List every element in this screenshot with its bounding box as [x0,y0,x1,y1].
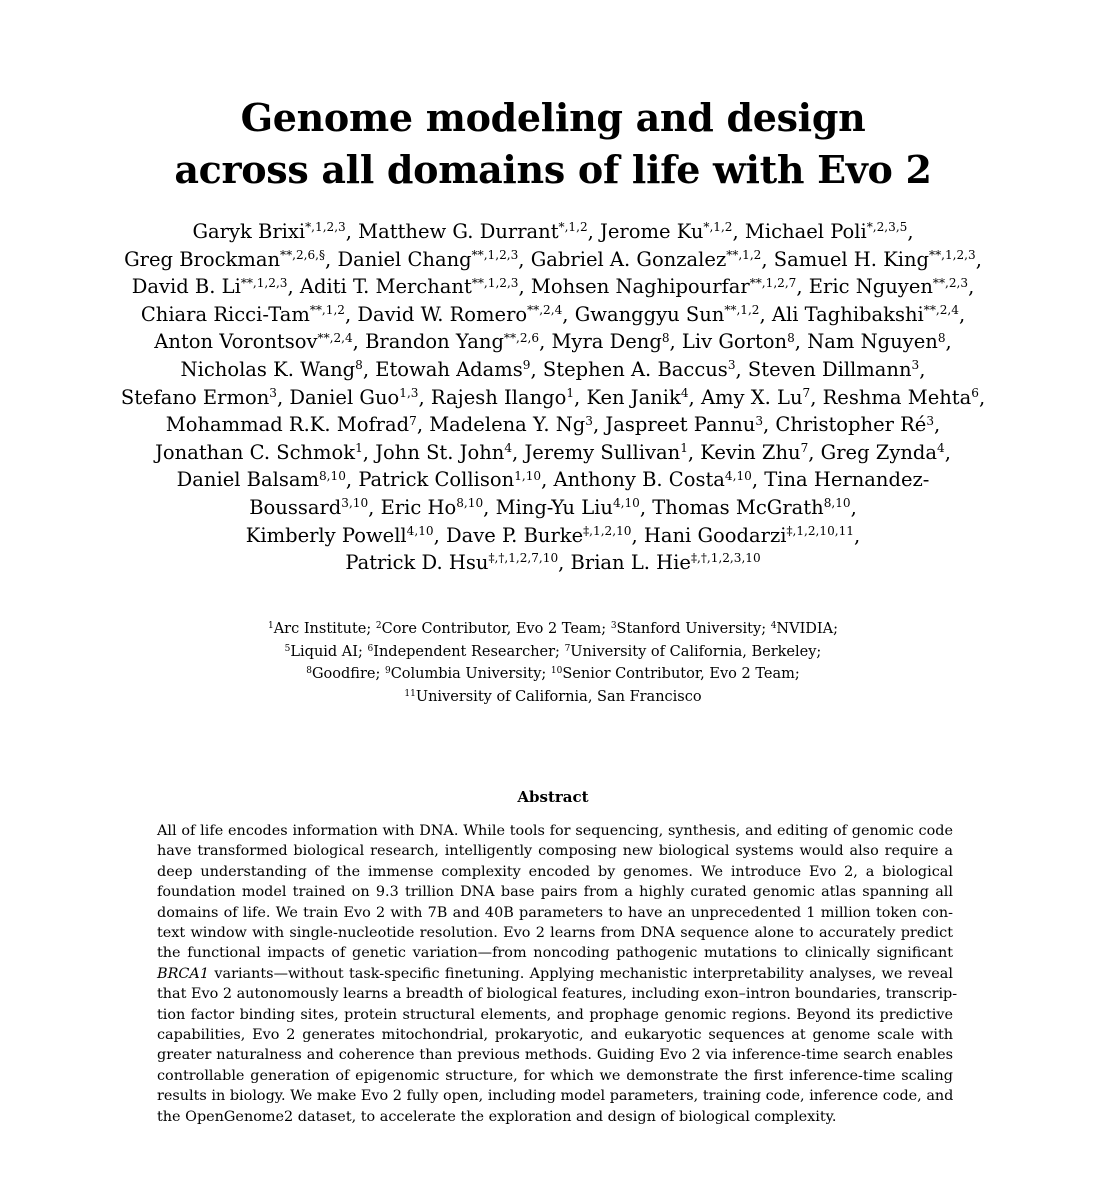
author-name: Chiara Ricci-Tam [140,302,310,326]
author-affiliation-marks: 3 [269,385,277,400]
author-name: Tina Hernandez- [764,468,930,492]
abstract-line [157,903,953,923]
affiliation-text: Stanford University; [616,621,771,637]
author-affiliation-marks: 8 [661,330,670,345]
author-name: Ming-Yu Liu [495,495,613,519]
author-name: Amy X. Lu [700,385,803,409]
author-affiliation-marks: 4 [937,441,945,456]
affiliation-list [0,618,1106,708]
author-line [0,273,1106,301]
author-line [0,494,1106,522]
author-name: Rajesh Ilango [430,385,567,409]
affiliation-line [0,641,1106,664]
author-separator: , [562,302,575,326]
author-name: Nam Nguyen [807,330,938,354]
author-affiliation-marks: *,1,2,3 [305,220,346,235]
author-separator: , [796,275,809,299]
author-name: Hani Goodarzi [643,523,787,547]
author-affiliation-marks: ‡,1,2,10 [583,523,632,538]
author-separator: , [850,495,857,519]
affiliation-number: 6 [367,643,374,654]
author-separator: , [810,385,823,409]
author-line [0,356,1106,384]
author-separator: , [362,357,376,381]
author-separator: , [968,275,975,299]
author-affiliation-marks: **,2,4 [923,303,959,318]
author-line [0,439,1106,467]
author-name: John St. John [375,440,505,464]
author-name: Ken Janik [586,385,681,409]
abstract-line-text: capabilities, Evo 2 generates mitochondrial, prokaryotic, and eukaryotic sequences at genome scale with [157,1027,953,1044]
affiliation-number: 8 [306,666,312,677]
author-name: Daniel Guo [289,385,400,409]
abstract-line [157,1086,953,1106]
author-affiliation-marks: **,1,2,7 [749,275,797,290]
author-name: Reshma Mehta [822,385,972,409]
author-separator: , [934,413,941,437]
author-affiliation-marks: ‡,†,1,2,7,10 [488,551,559,566]
author-affiliation-marks: ‡,†,1,2,3,10 [690,551,761,566]
affiliation-number: 10 [550,666,563,677]
author-line [0,328,1106,356]
author-name: Garyk Brixi [192,220,306,243]
author-affiliation-marks: **,2,6 [503,330,540,345]
author-separator: , [483,495,496,519]
affiliation-number: 7 [564,643,571,654]
abstract-line-text: deep understanding of the immense complexity encoded by genomes. We introduce Evo 2, a biological [157,863,953,880]
author-line [0,218,1106,246]
author-affiliation-marks: 1 [566,385,575,400]
author-affiliation-marks: 3 [926,413,935,428]
author-affiliation-marks: **,2,4 [317,330,353,345]
affiliation-number: 5 [284,643,291,654]
author-line [0,466,1106,494]
author-separator: , [794,330,808,354]
author-name: David W. Romero [357,302,528,326]
author-name: Anthony B. Costa [553,468,725,492]
author-name: Anton Vorontsov [154,330,318,354]
abstract-line [157,882,953,902]
author-separator: , [687,440,701,464]
abstract-line-text: foundation model trained on 9.3 trillion DNA base pairs from a highly curated genomic atlas spanning all [157,884,953,901]
author-affiliation-marks: **,2,4 [527,303,563,318]
author-separator: , [276,385,290,409]
author-affiliation-marks: 8,10 [319,468,346,483]
author-name: Etowah Adams [375,357,523,381]
abstract-line [157,862,953,882]
author-separator: , [732,220,745,243]
author-separator: , [558,551,571,575]
author-name: Mohammad R.K. Mofrad [165,413,410,437]
author-affiliation-marks: **,1,2,3 [471,247,519,262]
affiliation-text: Liquid AI; [290,643,368,660]
author-affiliation-marks: **,2,3 [932,275,969,290]
author-affiliation-marks: **,1,2,3 [240,275,288,290]
author-separator: , [759,302,772,326]
title-line: across all domains of life with Evo 2 [174,147,932,192]
author-name: Patrick D. Hsu [345,551,489,575]
author-affiliation-marks: *,2,3,5 [866,220,908,235]
abstract-line [157,964,953,984]
author-separator: , [574,385,587,409]
author-separator: , [978,385,986,409]
author-separator: , [345,220,359,243]
abstract-line-text: text window with single-nucleotide resolution. Evo 2 learns from DNA sequence alone to accurately predict [157,925,953,942]
abstract-line [157,943,953,963]
affiliation-number: 9 [384,666,391,677]
author-name: Stephen A. Baccus [542,357,728,381]
author-name: Daniel Balsam [176,468,319,492]
author-affiliation-marks: 6 [971,385,979,400]
author-name: Nicholas K. Wang [180,357,356,381]
abstract-line [157,841,953,861]
author-name: Eric Ho [380,495,457,519]
abstract-line-text: the OpenGenome2 dataset, to accelerate the exploration and design of biological complexity. [157,1108,837,1125]
author-name: Madelena Y. Ng [429,413,586,437]
author-affiliation-marks: 8,10 [456,496,484,511]
author-separator: , [368,495,381,519]
abstract-line [157,984,958,1004]
author-separator: , [975,247,982,271]
affiliation-text: Goodfire; [311,666,385,682]
affiliation-line [0,618,1106,641]
author-affiliation-marks: 1 [355,441,363,456]
author-separator: , [853,523,861,547]
abstract-line [157,1066,953,1086]
author-affiliation-marks: **,1,2 [309,303,345,318]
affiliation-text: Arc Institute; [273,621,376,637]
author-affiliation-marks: 3 [727,358,736,373]
affiliation-number: 1 [267,621,274,632]
affiliation-text: NVIDIA; [776,621,839,637]
abstract-line-text: have transformed biological research, intelligently composing new biological systems would also require a [157,843,953,860]
author-affiliation-marks: 4,10 [612,496,640,511]
affiliation-text: University of California, San Francisco [415,688,702,705]
author-name: David B. Li [131,275,241,299]
abstract-line-text: greater naturalness and coherence than previous methods. Guiding Evo 2 via inference-time search enables [157,1047,953,1064]
author-separator: , [688,385,701,409]
author-separator: , [518,247,531,271]
author-name: Jerome Ku [600,220,704,243]
abstract-line-text: variants—without task-specific finetuning. Applying mechanistic interpretability analyses, we reveal [208,965,953,982]
abstract-line [157,1005,953,1025]
author-separator: , [761,247,774,271]
author-name: Michael Poli [744,220,867,243]
author-affiliation-marks: **,1,2,3 [929,247,976,262]
author-name: Brandon Yang [365,330,504,354]
affiliation-text: Core Contributor, Evo 2 Team; [381,621,611,637]
author-separator: , [344,302,358,326]
abstract-heading: Abstract [517,788,589,806]
affiliation-number: 2 [375,621,382,632]
author-affiliation-marks: 3,10 [341,496,369,511]
author-name: Matthew G. Durrant [358,220,559,243]
abstract-line [157,821,953,841]
author-separator: , [669,330,682,354]
author-name: Mohsen Naghipourfar [530,275,750,299]
author-separator: , [735,357,748,381]
abstract-line-text: All of life encodes information with DNA. While tools for sequencing, synthesis, and editing of genomic code [157,823,953,839]
author-separator: , [639,495,653,519]
abstract-line-text: that Evo 2 autonomously learns a breadth of biological features, including exon–intron boundaries, transcrip- [157,986,958,1003]
author-separator: , [345,468,359,492]
author-name: Stefano Ermon [120,385,270,409]
author-affiliation-marks: 9 [522,358,531,373]
author-name: Jaspreet Pannu [605,413,756,437]
abstract-line-text: the functional impacts of genetic variation—from noncoding pathogenic mutations to clinically significant [157,945,953,962]
author-name: Christopher Ré [775,413,927,437]
affiliation-number: 4 [770,621,777,632]
author-separator: , [287,275,300,299]
author-separator: , [539,330,552,354]
affiliation-text: Independent Researcher; [373,643,565,660]
author-separator: , [751,468,765,492]
title-line: Genome modeling and design [240,95,866,140]
affiliation-text: Columbia University; [390,666,551,682]
author-separator: , [592,413,606,437]
affiliation-number: 3 [610,621,617,632]
author-separator: , [418,385,431,409]
author-name: Jeremy Sullivan [524,440,681,464]
author-affiliation-marks: 4,10 [406,523,434,538]
paper-title [0,92,1106,196]
author-name: Ali Taghibakshi [771,302,924,326]
author-affiliation-marks: *,1,2 [703,220,733,235]
author-affiliation-marks: 8 [937,330,946,345]
author-separator: , [945,330,952,354]
affiliation-text: Senior Contributor, Evo 2 Team; [562,666,800,682]
author-name: Brian L. Hie [570,551,691,575]
author-name: Gwanggyu Sun [574,302,725,326]
author-name: Gabriel A. Gonzalez [530,247,727,271]
author-affiliation-marks: 4,10 [724,468,752,483]
author-affiliation-marks: *,1,2 [558,220,588,235]
author-affiliation-marks: **,1,2 [724,303,760,318]
author-separator: , [518,275,531,299]
author-name: Kimberly Powell [245,523,407,547]
author-name: Boussard [249,495,342,519]
author-name: Eric Nguyen [808,275,933,299]
author-separator: , [433,523,446,547]
abstract-line [157,1107,953,1127]
affiliation-number: 11 [404,688,416,699]
author-name: Aditi T. Merchant [299,275,472,299]
author-name: Steven Dillmann [747,357,912,381]
author-separator: , [325,247,338,271]
author-separator: , [512,440,525,464]
affiliation-text: University of California, Berkeley; [570,643,822,660]
author-separator: , [587,220,601,243]
author-name: Kevin Zhu [700,440,801,464]
author-name: Daniel Chang [337,247,472,271]
abstract-line-text: tion factor binding sites, protein structural elements, and prophage genomic regions. Beyond its predictive [157,1006,953,1023]
abstract-line-text: domains of life. We train Evo 2 with 7B and 40B parameters to have an unprecedented 1 million token con- [157,904,953,921]
abstract-line [157,1025,953,1045]
author-separator: , [631,523,644,547]
author-separator: , [541,468,554,492]
author-affiliation-marks: 1 [680,441,688,456]
author-name: Greg Brockman [124,247,281,271]
author-name: Samuel H. King [773,247,930,271]
author-separator: , [944,440,951,464]
author-name: Liv Gorton [681,330,788,354]
author-line [0,384,1106,412]
author-line [0,411,1106,439]
author-line [0,522,1106,550]
affiliation-line [0,686,1106,709]
author-line [0,246,1106,274]
author-separator: , [808,440,821,464]
author-name: Jonathan C. Schmok [155,440,356,464]
author-separator: , [352,330,366,354]
abstract-line-text: controllable generation of epigenomic structure, for which we demonstrate the first inference-time scaling [157,1067,953,1084]
author-affiliation-marks: 3 [755,413,763,428]
abstract-line [157,1045,953,1065]
affiliation-line [0,663,1106,686]
author-affiliation-marks: 7 [802,385,811,400]
author-separator: , [958,302,966,326]
author-affiliation-marks: **,2,6,§ [280,247,326,262]
author-name: Dave P. Burke [445,523,584,547]
author-affiliation-marks: **,1,2,3 [471,275,519,290]
author-name: Patrick Collison [358,468,515,492]
gene-name: BRCA1 [157,965,209,982]
author-affiliation-marks: 3 [911,358,920,373]
author-line [0,549,1106,577]
author-list [0,218,1106,577]
author-separator: , [362,440,376,464]
author-affiliation-marks: 4 [680,385,689,400]
author-name: Thomas McGrath [652,495,824,519]
author-affiliation-marks: ‡,1,2,10,11 [786,523,854,538]
author-affiliation-marks: 1,3 [399,385,419,400]
author-name: Greg Zynda [820,440,938,464]
author-separator: , [919,357,926,381]
author-affiliation-marks: 4 [504,441,513,456]
author-affiliation-marks: 8 [787,330,795,345]
author-affiliation-marks: 8 [355,358,363,373]
author-separator: , [763,413,776,437]
author-name: Myra Deng [551,330,662,354]
author-line [0,301,1106,329]
author-affiliation-marks: 1,10 [514,468,542,483]
author-affiliation-marks: 3 [585,413,593,428]
abstract-body [157,821,958,1127]
author-affiliation-marks: 7 [800,441,809,456]
abstract-line [157,923,953,943]
abstract-line-text: results in biology. We make Evo 2 fully open, including model parameters, training code, inference code, and [157,1088,954,1105]
author-affiliation-marks: 7 [409,413,417,428]
author-affiliation-marks: **,1,2 [726,247,762,262]
author-affiliation-marks: 8,10 [823,496,851,511]
author-separator: , [530,357,543,381]
author-separator: , [416,413,430,437]
author-separator: , [907,220,914,243]
